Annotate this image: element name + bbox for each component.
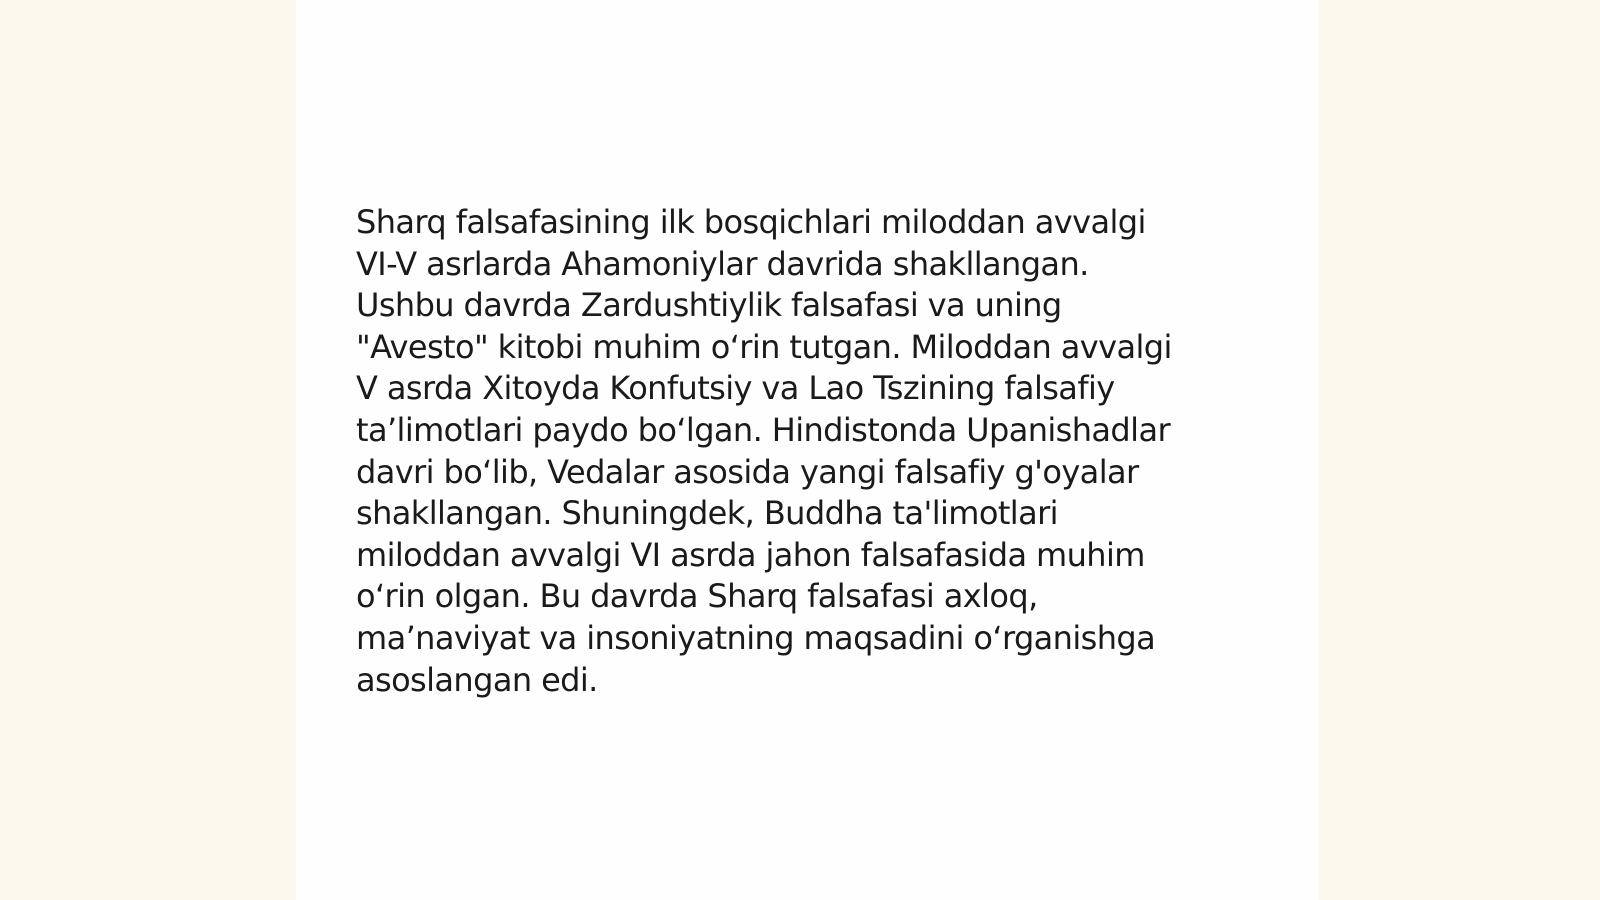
text-line: asoslangan edi. (356, 660, 598, 699)
text-line: V asrda Xitoyda Konfutsiy va Lao Tszining falsafiy (356, 369, 1115, 408)
text-line: maʼnaviyat va insoniyatning maqsadini oʻrganishga (356, 618, 1156, 657)
text-line: "Avesto" kitobi muhim oʻrin tutgan. Miloddan avvalgi (356, 327, 1172, 366)
document-page (296, 0, 1318, 900)
text-line: shakllangan. Shuningdek, Buddha ta'limotlari (356, 494, 1058, 533)
text-line: miloddan avvalgi VI asrda jahon falsafasida muhim (356, 535, 1145, 574)
text-line: Ushbu davrda Zardushtiylik falsafasi va uning (356, 286, 1062, 325)
body-paragraph (356, 202, 1236, 701)
text-line: oʻrin olgan. Bu davrda Sharq falsafasi axloq, (356, 577, 1038, 616)
text-line: taʼlimotlari paydo boʻlgan. Hindistonda Upanishadlar (356, 410, 1171, 449)
text-line: VI-V asrlarda Ahamoniylar davrida shakllangan. (356, 244, 1089, 283)
text-line: davri boʻlib, Vedalar asosida yangi falsafiy g'oyalar (356, 452, 1139, 491)
text-line: Sharq falsafasining ilk bosqichlari miloddan avvalgi (356, 203, 1146, 241)
